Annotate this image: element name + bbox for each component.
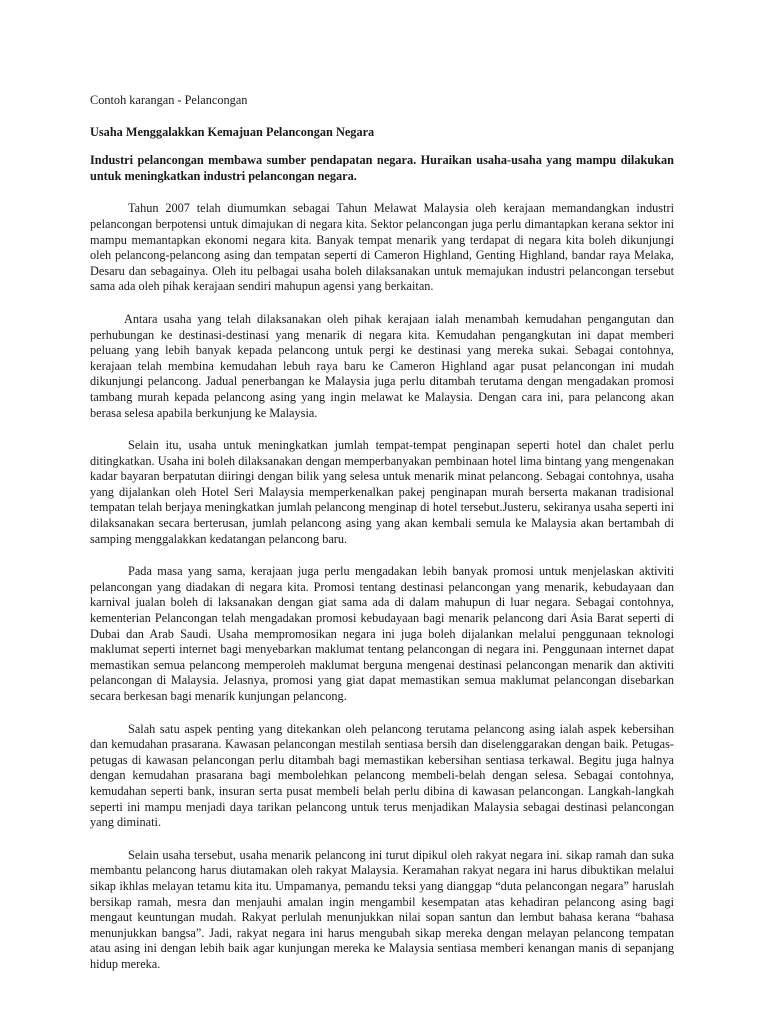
essay-title: Usaha Menggalakkan Kemajuan Pelancongan Negara xyxy=(90,124,375,139)
paragraph-4: Pada masa yang sama, kerajaan juga perlu mengadakan lebih banyak promosi untuk menjelaskan aktiviti pelancongan yang diadakan di negara kita. Promosi tentang destinasi pelancongan yang menarik, kebudayaan dan karnival jualan boleh di laksanakan dengan giat sama ada di dalam mahupun di luar negara. Sebagai contohnya, kementerian Pelancongan telah mengadakan promosi kebudayaan bagi menarik pelancong dari Asia Barat seperti di Dubai dan Arab Saudi. Usaha mempromosikan negara ini juga boleh dijalankan melalui penggunaan teknologi maklumat seperti internet bagi menyebarkan maklumat tentang pelancongan di negara ini. Penggunaan internet dapat memastikan semua pelancong memperoleh maklumat berguna mengenai destinasi pelancongan menarik dan aktiviti pelancongan di Malaysia. Jelasnya, promosi yang giat dapat memastikan semua maklumat pelancongan disebarkan secara berkesan bagi menarik kunjungan pelancong. xyxy=(90,564,674,703)
paragraph-1: Tahun 2007 telah diumumkan sebagai Tahun Melawat Malaysia oleh kerajaan memandangkan industri pelancongan berpotensi untuk dimajukan di negara kita. Sektor pelancongan juga perlu dimantapkan kerana sektor ini mampu memantapkan ekonomi negara kita. Banyak tempat menarik yang terdapat di negara kita boleh dikunjungi oleh pelancong-pelancong asing dan tempatan seperti di Cameron Highland, Genting Highland, bandar raya Melaka, Desaru dan sebagainya. Oleh itu pelbagai usaha boleh dilaksanakan untuk memajukan industri pelancongan tersebut sama ada oleh pihak kerajaan sendiri mahupun agensi yang berkaitan. xyxy=(90,201,674,294)
paragraph-3: Selain itu, usaha untuk meningkatkan jumlah tempat-tempat penginapan seperti hotel dan chalet perlu ditingkatkan. Usaha ini boleh dilaksanakan dengan memperbanyakan pembinaan hotel lima bintang yang mengenakan kadar bayaran berpatutan diiringi dengan bilik yang selesa untuk menarik minat pelancong. Sebagai contohnya, usaha yang dijalankan oleh Hotel Seri Malaysia memperkenalkan pakej penginapan murah berserta makanan tradisional tempatan telah berjaya meningkatkan jumlah pelancong menginap di hotel tersebut.Justeru, sekiranya usaha seperti ini dilaksanakan secara berterusan, jumlah pelancong asing yang akan kembali semula ke Malaysia akan bertambah di samping menggalakkan kedatangan pelancong baru. xyxy=(90,438,674,546)
essay-question: Industri pelancongan membawa sumber pendapatan negara. Huraikan usaha-usaha yang mampu dilakukan untuk meningkatkan industri pelancongan negara. xyxy=(90,153,674,183)
paragraph-6: Selain usaha tersebut, usaha menarik pelancong ini turut dipikul oleh rakyat negara ini. sikap ramah dan suka membantu pelancong harus diutamakan oleh rakyat Malaysia. Keramahan rakyat negara ini harus dibuktikan melalui sikap ikhlas melayan tetamu kita itu. Umpamanya, pemandu teksi yang dianggap “duta pelancongan negara” haruslah bersikap ramah, mesra dan menjauhi amalan ingin mengambil kesempatan atas kehadiran pelancong asing bagi mengaut keuntungan mudah. Rakyat perlulah menunjukkan nilai sopan santun dan lembut bahasa kerana “bahasa menunjukkan bangsa”. Jadi, rakyat negara ini harus mengubah sikap mereka dengan melayan pelancong tempatan atau asing ini dengan lebih baik agar kunjungan mereka ke Malaysia sentiasa memberi kenangan manis di sepanjang hidup mereka. xyxy=(90,847,674,971)
paragraph-2: Antara usaha yang telah dilaksanakan oleh pihak kerajaan ialah menambah kemudahan pengangutan dan perhubungan ke destinasi-destinasi yang menarik di negara kita. Kemudahan pengangkutan ini dapat memberi peluang yang lebih banyak kepada pelancong untuk pergi ke destinasi yang mereka sukai. Sebagai contohnya, kerajaan telah membina kemudahan lebuh raya baru ke Cameron Highland agar pusat pelancongan ini mudah dikunjungi pelancong. Jadual penerbangan ke Malaysia juga perlu ditambah terutama dengan mengadakan promosi tambang murah kepada pelancong asing yang ingin melawat ke Malaysia. Dengan cara ini, para pelancong akan berasa selesa apabila berkunjung ke Malaysia. xyxy=(90,311,674,420)
paragraph-5: Salah satu aspek penting yang ditekankan oleh pelancong terutama pelancong asing ialah aspek kebersihan dan kemudahan prasarana. Kawasan pelancongan mestilah sentiasa bersih dan diselenggarakan dengan baik. Petugas- petugas di kawasan pelancongan perlu ditambah bagi memastikan kebersihan sentiasa terkawal. Begitu juga halnya dengan kemudahan prasarana bagi membolehkan pelancong membeli-belah dengan selesa. Sebagai contohnya, kemudahan seperti bank, insuran serta pusat membeli belah perlu dibina di kawasan pelancongan. Langkah-langkah seperti ini mampu menjadi daya tarikan pelancong untuk terus menjadikan Malaysia sebagai destinasi pelancongan yang diminati. xyxy=(90,721,674,830)
document-intro: Contoh karangan - Pelancongan xyxy=(90,93,248,107)
essay-body xyxy=(90,93,674,990)
